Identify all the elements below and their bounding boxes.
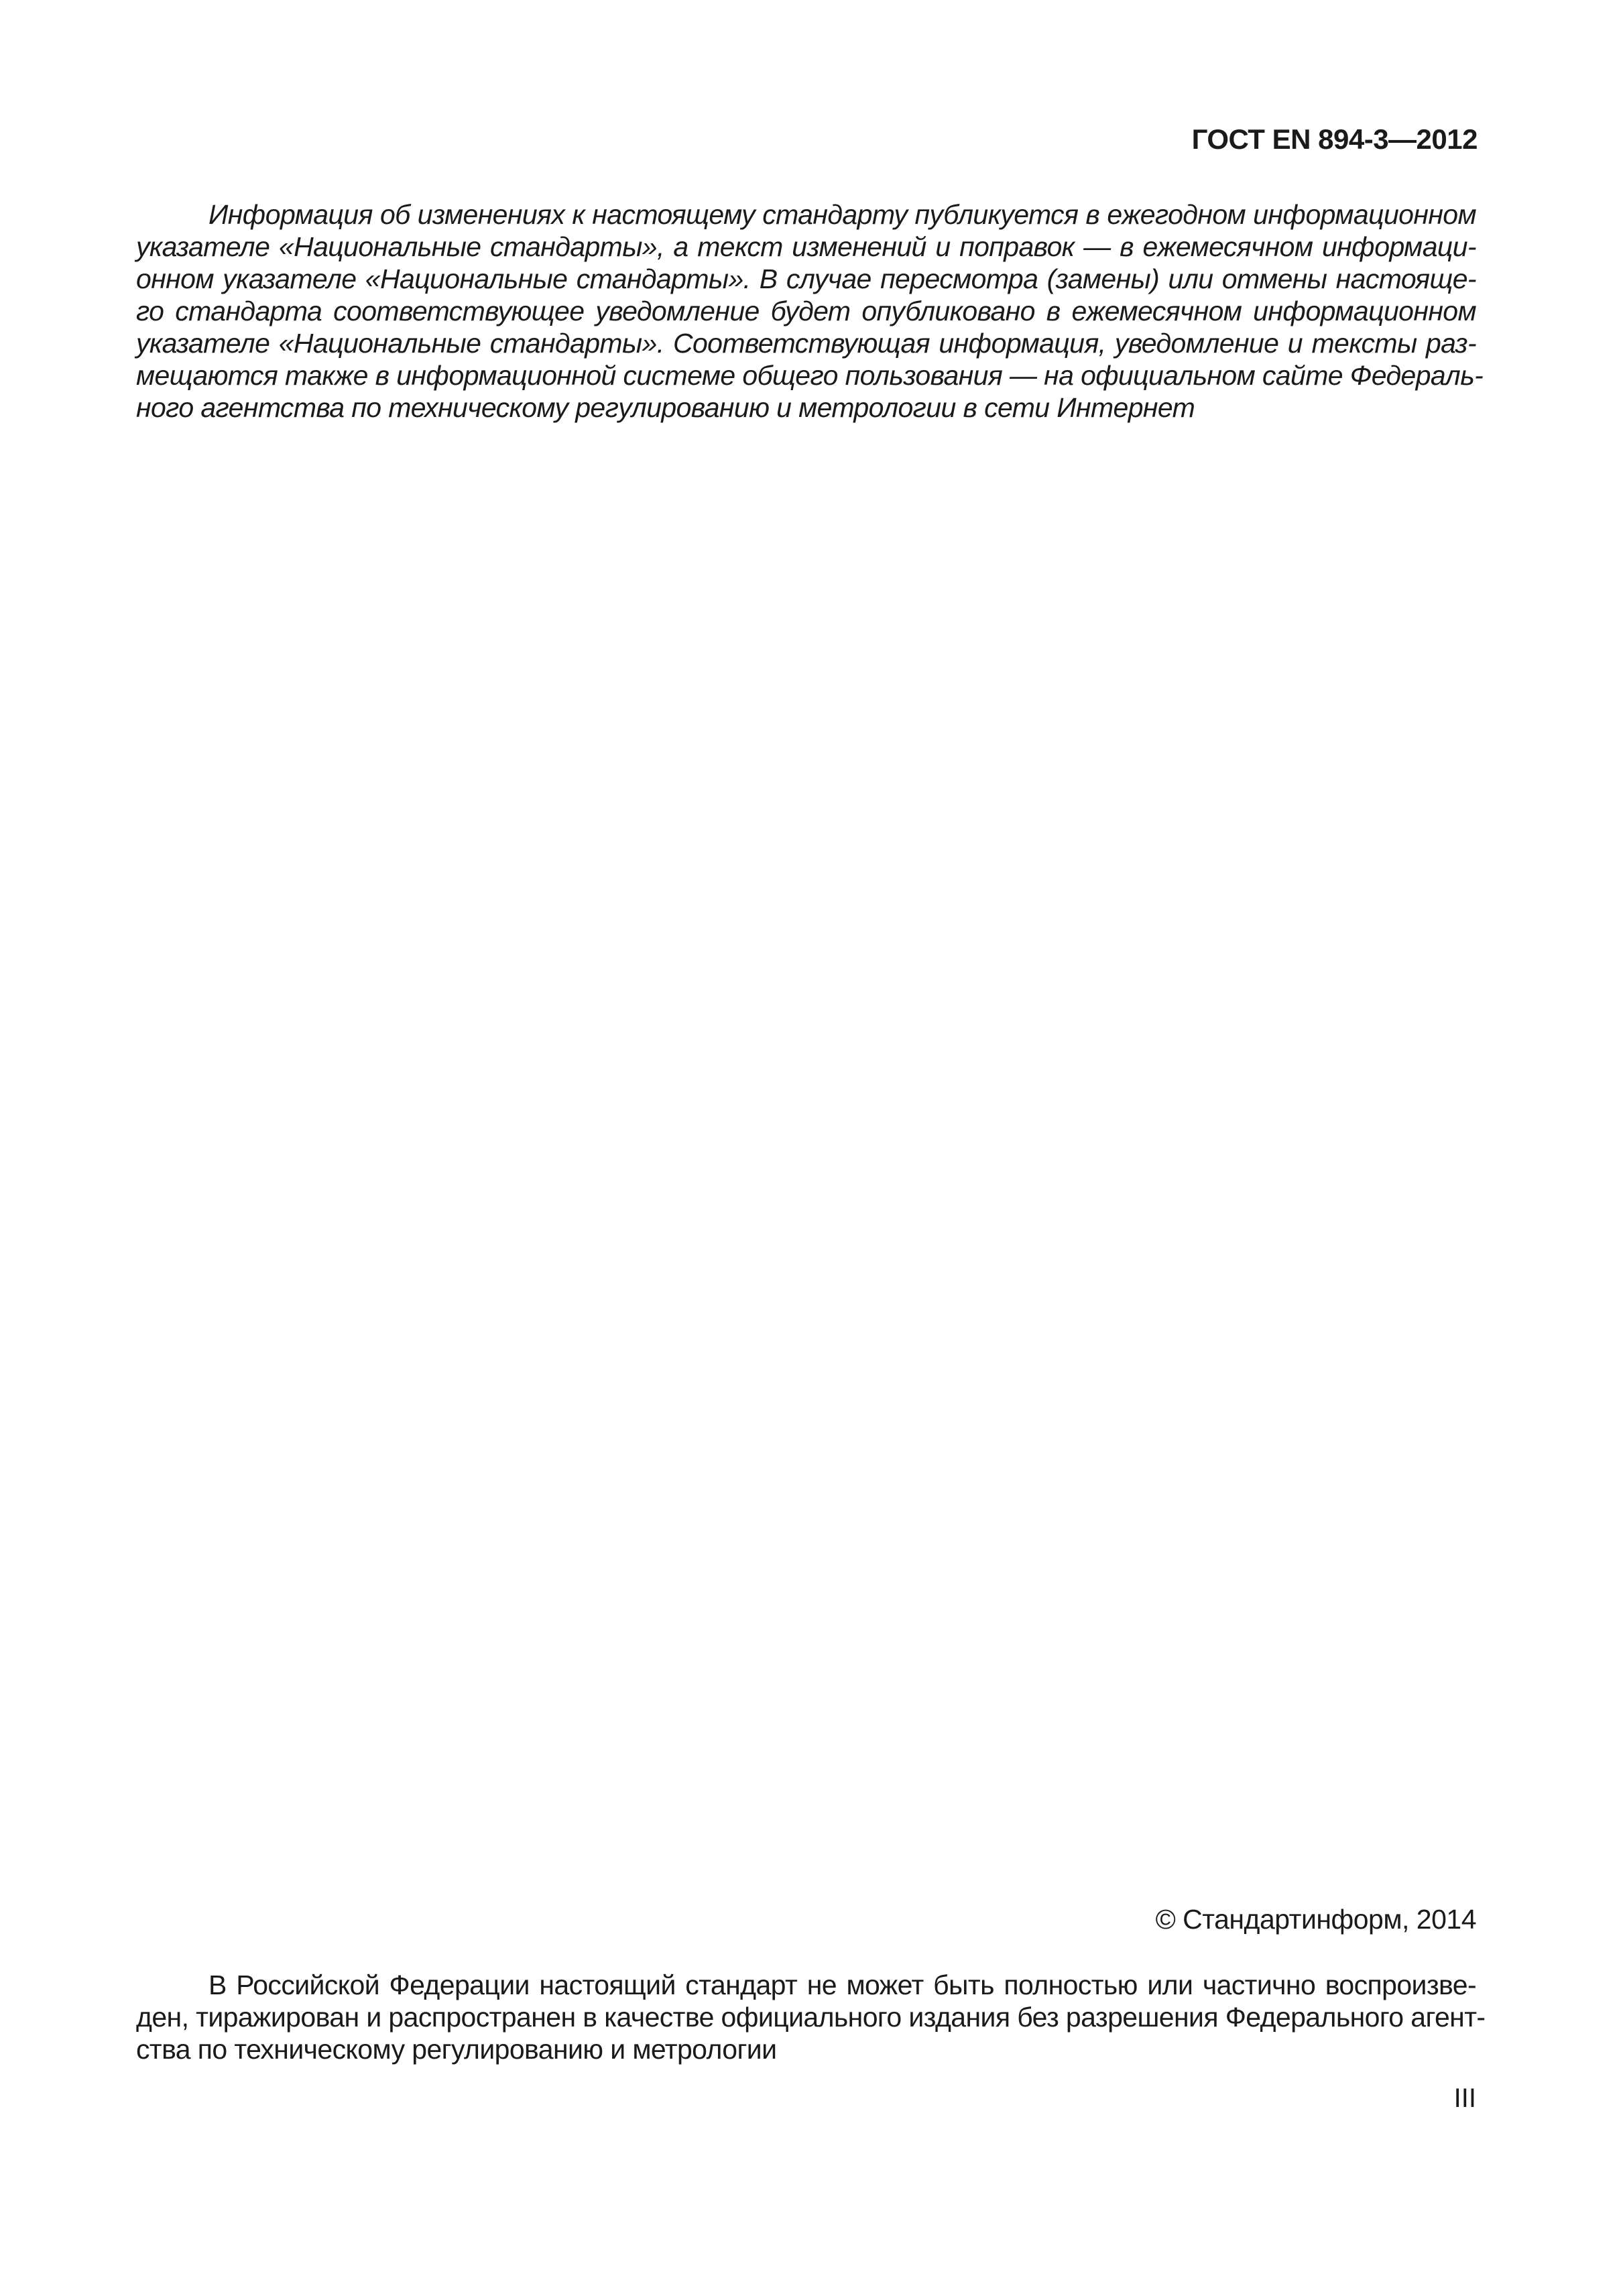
notice-line: ден, тиражирован и распространен в качестве официального издания без разрешения Федерального агент-: [136, 2002, 1486, 2033]
info-line: мещаются также в информационной системе общего пользования — на официальном сайте Федераль-: [136, 360, 1484, 391]
amendments-info-paragraph: [136, 198, 1484, 424]
info-line: онном указателе «Национальные стандарты». В случае пересмотра (замены) или отмены настояще-: [136, 263, 1476, 294]
notice-line: ства по техническому регулированию и метрологии: [136, 2034, 777, 2065]
reproduction-notice-paragraph: [136, 1969, 1486, 2065]
copyright-notice: © Стандартинформ, 2014: [1155, 1904, 1476, 1935]
info-line: ного агентства по техническому регулированию и метрологии в сети Интернет: [136, 392, 1195, 423]
notice-line: В Российской Федерации настоящий стандарт не может быть полностью или частично воспроизве-: [208, 1970, 1476, 2000]
info-line: указателе «Национальные стандарты», а текст изменений и поправок — в ежемесячном информаци-: [136, 231, 1476, 262]
info-line: го стандарта соответствующее уведомление будет опубликовано в ежемесячном информационном: [136, 296, 1476, 326]
page-number: III: [1453, 2083, 1476, 2113]
info-line: Информация об изменениях к настоящему стандарту публикуется в ежегодном информационном: [208, 199, 1476, 230]
document-code-header: ГОСТ EN 894-3—2012: [1191, 123, 1478, 155]
info-line: указателе «Национальные стандарты». Соответствующая информация, уведомление и тексты раз-: [136, 328, 1476, 359]
